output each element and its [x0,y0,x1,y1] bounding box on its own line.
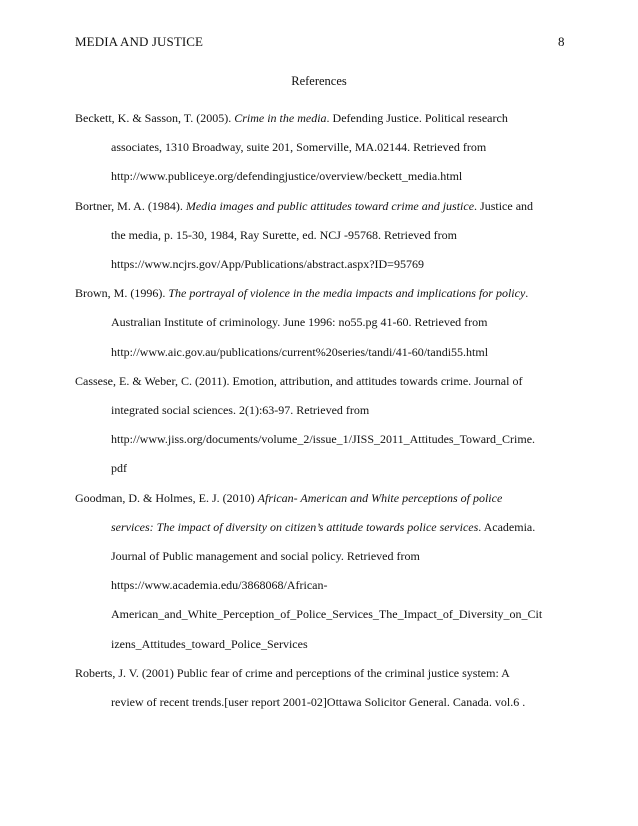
reference-text: integrated social sciences. 2(1):63-97. Retrieved from [111,403,370,418]
reference-entry [75,367,555,484]
reference-title-text: African- American and White perceptions of police [257,490,503,505]
reference-line [75,279,555,308]
reference-entry [75,484,555,659]
reference-text: Goodman, D. & Holmes, E. J. (2010) [75,490,258,505]
reference-line [75,484,555,513]
reference-text: https://www.academia.edu/3868068/African- [111,578,328,593]
reference-line [75,104,555,133]
page-number: 8 [558,34,565,49]
reference-text: izens_Attitudes_toward_Police_Services [111,636,308,651]
reference-entry [75,279,555,367]
reference-line [75,659,555,688]
running-head: MEDIA AND JUSTICE [75,34,204,49]
reference-line [75,600,555,629]
reference-line [75,688,555,717]
reference-title-text: Media images and public attitudes toward crime and justice [185,198,475,213]
reference-title-text: services: The impact of diversity on citizen’s attitude towards police services [111,519,479,534]
reference-entry [75,192,555,280]
reference-line [75,367,555,396]
reference-text: https://www.ncjrs.gov/App/Publications/abstract.aspx?ID=95769 [111,257,424,272]
reference-text: Australian Institute of criminology. June 1996: no55.pg 41-60. Retrieved from [111,315,488,330]
reference-entry [75,659,555,717]
reference-text: Journal of Public management and social policy. Retrieved from [111,549,420,564]
reference-text: American_and_White_Perception_of_Police_Services_The_Impact_of_Diversity_on_Cit [111,607,543,622]
reference-list [75,104,555,717]
reference-text: Cassese, E. & Weber, C. (2011). Emotion, attribution, and attitudes towards crime. Journal of [75,373,523,388]
reference-line [75,221,555,250]
reference-text: . Justice and [474,198,534,213]
reference-text: the media, p. 15-30, 1984, Ray Surette, ed. NCJ -95768. Retrieved from [111,227,457,242]
references-heading: References [291,74,347,88]
reference-text: review of recent trends.[user report 2001-02]Ottawa Solicitor General. Canada. vol.6 . [111,695,526,710]
reference-line [75,425,555,454]
reference-line [75,338,555,367]
reference-entry [75,104,555,192]
reference-text: . Academia. [478,519,536,534]
reference-line [75,571,555,600]
reference-text: associates, 1310 Broadway, suite 201, Somerville, MA.02144. Retrieved from [111,140,487,155]
reference-line [75,396,555,425]
reference-text: http://www.jiss.org/documents/volume_2/issue_1/JISS_2011_Attitudes_Toward_Crime. [111,432,536,447]
reference-text: Roberts, J. V. (2001) Public fear of crime and perceptions of the criminal justice system: A [75,665,510,680]
reference-title-text: Crime in the media [234,111,327,125]
reference-line [75,308,555,337]
reference-text: Beckett, K. & Sasson, T. (2005). [75,111,235,125]
reference-line [75,513,555,542]
reference-text: . [525,286,529,301]
reference-text: pdf [111,461,127,476]
reference-text: http://www.aic.gov.au/publications/current%20series/tandi/41-60/tandi55.html [111,344,489,359]
reference-line [75,630,555,659]
reference-text: http://www.publiceye.org/defendingjustice/overview/beckett_media.html [111,169,463,184]
reference-text: . Defending Justice. Political research [326,111,508,125]
reference-line [75,542,555,571]
reference-title-text: The portrayal of violence in the media impacts and implications for policy [168,286,526,301]
reference-line [75,133,555,162]
reference-line [75,192,555,221]
reference-line [75,162,555,191]
reference-line [75,454,555,483]
reference-text: Brown, M. (1996). [75,286,169,301]
reference-line [75,250,555,279]
reference-text: Bortner, M. A. (1984). [75,198,186,213]
